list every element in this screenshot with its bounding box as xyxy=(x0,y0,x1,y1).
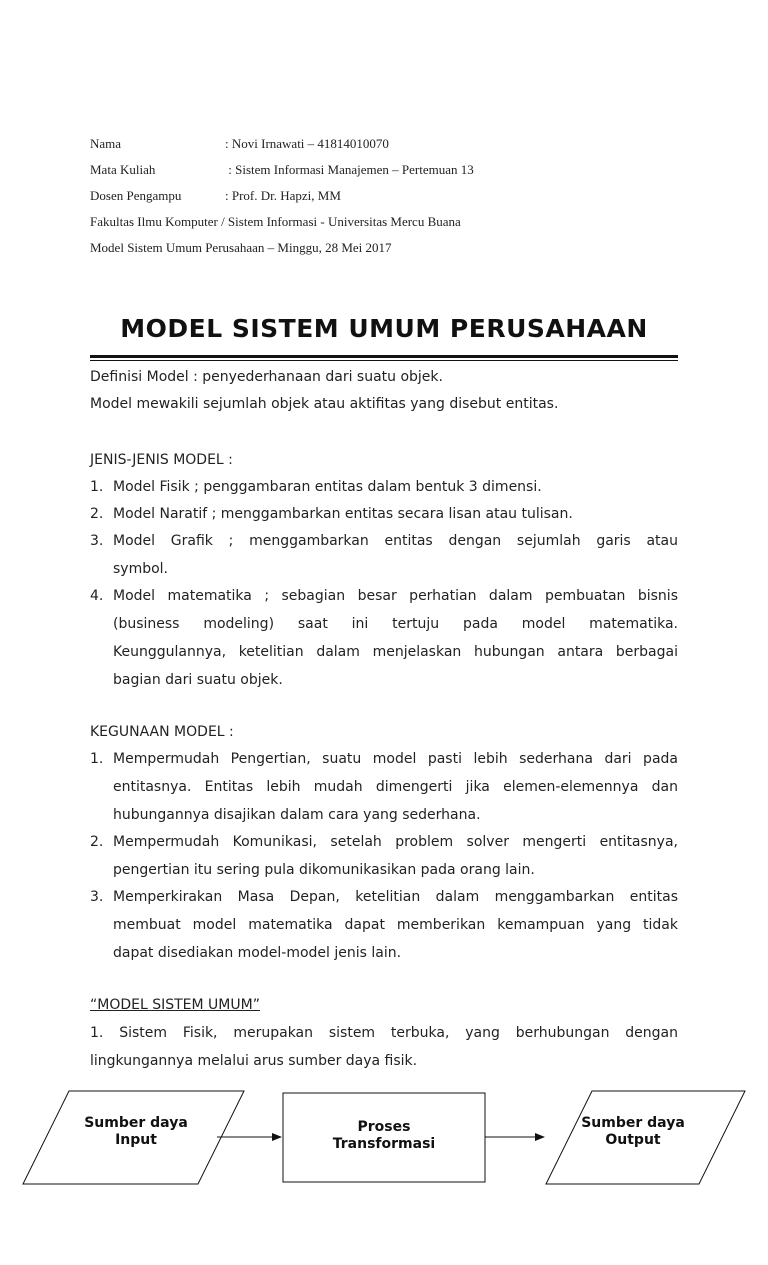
list-line: (business modeling) saat ini tertuju pada model matematika. xyxy=(113,616,678,632)
list-line: Model matematika ; sebagian besar perhatian dalam pembuatan bisnis xyxy=(113,588,678,604)
list-number: 3. xyxy=(90,889,104,905)
list-line: symbol. xyxy=(113,561,169,577)
list-number: 4. xyxy=(90,588,104,604)
definition-text: Definisi Model : penyederhanaan dari suatu objek. xyxy=(90,369,443,385)
list-line: Model Naratif ; menggambarkan entitas secara lisan atau tulisan. xyxy=(113,506,573,522)
name-row xyxy=(90,136,389,152)
list-line: Model Grafik ; menggambarkan entitas dengan sejumlah garis atau xyxy=(113,533,678,549)
output-label-line-1: Sumber daya xyxy=(581,1115,685,1131)
course-label: Mata Kuliah xyxy=(90,162,156,177)
input-label-line-1: Sumber daya xyxy=(84,1115,188,1131)
faculty-line: Fakultas Ilmu Komputer / Sistem Informasi - Universitas Mercu Buana xyxy=(90,214,461,229)
list-line: pengertian itu sering pula dikomunikasikan pada orang lain. xyxy=(113,862,535,878)
output-label-line-2: Output xyxy=(605,1132,661,1148)
lecturer-value: : Prof. Dr. Hapzi, MM xyxy=(225,188,341,203)
kegunaan-heading: KEGUNAAN MODEL : xyxy=(90,724,234,740)
list-line: Mempermudah Pengertian, suatu model pasti lebih sederhana dari pada xyxy=(113,751,678,767)
process-label-line-2: Transformasi xyxy=(332,1136,436,1152)
list-line: Keunggulannya, ketelitian dalam menjelaskan hubungan antara berbagai xyxy=(113,644,678,660)
list-line: Memperkirakan Masa Depan, ketelitian dalam menggambarkan entitas xyxy=(113,889,678,905)
model-umum-heading: “MODEL SISTEM UMUM” xyxy=(90,997,260,1013)
lecturer-row xyxy=(90,188,341,204)
list-line: dapat disediakan model-model jenis lain. xyxy=(113,945,402,961)
list-line: Model Fisik ; penggambaran entitas dalam bentuk 3 dimensi. xyxy=(113,479,542,495)
model-umum-line-1: 1. Sistem Fisik, merupakan sistem terbuka, yang berhubungan dengan xyxy=(90,1025,678,1041)
list-line: Mempermudah Komunikasi, setelah problem solver mengerti entitasnya, xyxy=(113,834,678,850)
list-number: 3. xyxy=(90,533,104,549)
list-number: 1. xyxy=(90,751,104,767)
list-line: entitasnya. Entitas lebih mudah dimengerti jika elemen-elemennya dan xyxy=(113,779,678,795)
jenis-heading: JENIS-JENIS MODEL : xyxy=(90,452,233,468)
list-line: bagian dari suatu objek. xyxy=(113,672,283,688)
list-number: 2. xyxy=(90,506,104,522)
list-line: hubungannya disajikan dalam cara yang sederhana. xyxy=(113,807,481,823)
name-value: : Novi Irnawati – 41814010070 xyxy=(225,136,389,151)
flow-diagram xyxy=(0,1080,768,1190)
course-row xyxy=(90,162,474,178)
list-number: 1. xyxy=(90,479,104,495)
course-value: : Sistem Informasi Manajemen – Pertemuan 13 xyxy=(225,162,474,177)
lecturer-label: Dosen Pengampu xyxy=(90,188,182,203)
list-number: 2. xyxy=(90,834,104,850)
input-label-line-2: Input xyxy=(115,1132,157,1148)
title-rule-thin xyxy=(90,360,678,361)
process-label-line-1: Proses xyxy=(357,1119,411,1135)
name-label: Nama xyxy=(90,136,122,151)
model-description-text: Model mewakili sejumlah objek atau aktifitas yang disebut entitas. xyxy=(90,396,559,412)
title-rule-thick xyxy=(90,355,678,358)
list-line: membuat model matematika dapat memberikan kemampuan yang tidak xyxy=(113,917,678,933)
model-umum-line-2: lingkungannya melalui arus sumber daya fisik. xyxy=(90,1053,418,1069)
page-title: MODEL SISTEM UMUM PERUSAHAAN xyxy=(120,314,648,343)
subject-line: Model Sistem Umum Perusahaan – Minggu, 28 Mei 2017 xyxy=(90,240,392,255)
